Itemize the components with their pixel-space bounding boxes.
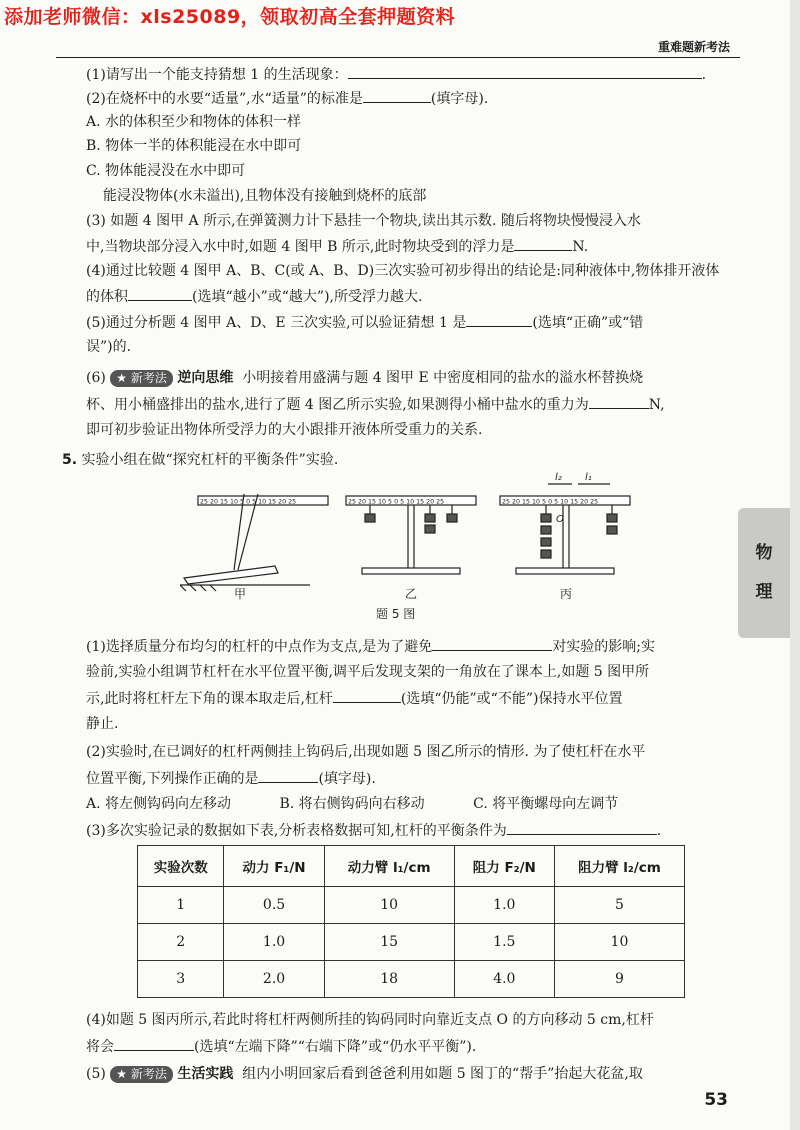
q4-p6-title: 逆向思维	[177, 370, 234, 386]
table-cell: 5	[554, 887, 684, 924]
table-row	[138, 924, 685, 961]
q4-part6-line2: 杯、用小桶盛排出的盐水,进行了题 4 图乙所示实验,如果测得小桶中盐水的重力为 N,	[86, 394, 665, 415]
q4-part4-line2: 的体积 (选填“越小”或“越大”),所受浮力越大.	[86, 286, 422, 307]
new-exam-tag: ★ 新考法	[110, 370, 173, 387]
q5-option-c: C. 将平衡螺母向左调节	[473, 796, 619, 812]
answer-blank[interactable]	[507, 820, 657, 835]
watermark-text: 添加老师微信：xls25089，领取初高全套押题资料	[4, 6, 456, 28]
column-header: 动力臂 l₁/cm	[324, 846, 454, 887]
q5-part4-line2: 将会 (选填“左端下降”“右端下降”或“仍水平平衡”).	[86, 1036, 476, 1057]
side-tab-char-2: 理	[755, 582, 773, 602]
q5-part4-line1: (4)如题 5 图丙所示,若此时将杠杆两侧所挂的钩码同时向靠近支点 O 的方向移动 5 cm,杠杆	[86, 1012, 654, 1028]
q5-part2-line2: 位置平衡,下列操作正确的是 (填字母).	[86, 768, 376, 789]
table-row	[138, 887, 685, 924]
scale-text: 25 20 15 10 5 0 5 10 15 20 25	[348, 498, 445, 506]
column-header: 阻力 F₂/N	[454, 846, 554, 887]
diagram-bing	[500, 472, 630, 574]
table-cell: 1	[138, 887, 224, 924]
q5-number: 5.	[62, 452, 78, 468]
q5-part1-line2: 验前,实验小组调节杠杆在水平位置平衡,调平后发现支架的一角放在了课本上,如题 5 图甲所	[86, 664, 650, 680]
q5-part3: (3)多次实验记录的数据如下表,分析表格数据可知,杠杆的平衡条件为 .	[86, 820, 661, 841]
diagram-jia	[180, 494, 328, 591]
lever-data-table	[137, 845, 685, 998]
figure-caption: 题 5 图	[376, 607, 416, 621]
column-header: 动力 F₁/N	[224, 846, 324, 887]
answer-blank[interactable]	[333, 688, 401, 703]
label-yi: 乙	[405, 587, 418, 601]
new-exam-tag: ★ 新考法	[110, 1066, 173, 1083]
q4-option-c: C. 物体能浸没在水中即可	[86, 163, 246, 179]
scale-text: 25 20 15 10 5 0 5 10 15 20 25	[200, 498, 297, 506]
answer-blank[interactable]	[114, 1036, 194, 1051]
label-bing: 丙	[560, 587, 573, 601]
l1-label: l₁	[585, 472, 592, 483]
label-jia: 甲	[234, 587, 247, 601]
table-cell: 1.5	[454, 924, 554, 961]
q5-stem: 5. 实验小组在做“探究杠杆的平衡条件”实验.	[62, 452, 339, 468]
table-cell: 10	[324, 887, 454, 924]
q4-part6-line1: (6) ★ 新考法 逆向思维 小明接着用盛满与题 4 图甲 E 中密度相同的盐水的溢水杯替换烧	[86, 370, 644, 386]
table-cell: 9	[554, 961, 684, 998]
q4-part2: (2)在烧杯中的水要“适量”,水“适量”的标准是 (填字母).	[86, 88, 488, 109]
q5-option-a: A. 将左侧钩码向左移动	[86, 796, 232, 812]
q4-option-d: 能浸没物体(水未溢出),且物体没有接触到烧杯的底部	[103, 188, 427, 204]
answer-blank[interactable]	[258, 768, 318, 783]
answer-blank[interactable]	[589, 394, 649, 409]
q4-option-a: A. 水的体积至少和物体的体积一样	[86, 114, 302, 130]
answer-blank[interactable]	[514, 236, 572, 251]
table-row	[138, 961, 685, 998]
q5-part2-line1: (2)实验时,在已调好的杠杆两侧挂上钩码后,出现如题 5 图乙所示的情形. 为了使杠杆在水平	[86, 744, 646, 760]
q5-option-b: B. 将右侧钩码向右移动	[279, 796, 425, 812]
page-edge	[790, 0, 800, 1130]
table-cell: 0.5	[224, 887, 324, 924]
table-cell: 1.0	[454, 887, 554, 924]
answer-blank[interactable]	[432, 636, 552, 651]
side-tab-char-1: 物	[755, 543, 773, 563]
q5-p5-title: 生活实践	[177, 1066, 234, 1082]
q4-part3-line2: 中,当物块部分浸入水中时,如题 4 图甲 B 所示,此时物块受到的浮力是 N.	[86, 236, 588, 257]
table-cell: 2	[138, 924, 224, 961]
q4-option-b: B. 物体一半的体积能浸在水中即可	[86, 138, 302, 154]
table-header-row	[138, 846, 685, 887]
scale-text: 25 20 15 10 5 0 5 10 15 20 25	[502, 498, 599, 506]
table-cell: 4.0	[454, 961, 554, 998]
pivot-o-label: O	[556, 514, 564, 525]
answer-blank[interactable]	[128, 286, 192, 301]
answer-blank[interactable]	[466, 312, 532, 327]
header-rule	[56, 57, 740, 58]
table-cell: 18	[324, 961, 454, 998]
q4-part3-line1: (3) 如题 4 图甲 A 所示,在弹簧测力计下悬挂一个物块,读出其示数. 随后将物块慢慢浸入水	[86, 213, 641, 229]
answer-blank[interactable]	[348, 64, 702, 79]
table-cell: 2.0	[224, 961, 324, 998]
answer-blank[interactable]	[363, 88, 431, 103]
subject-side-tab	[738, 508, 790, 638]
page-number: 53	[704, 1090, 728, 1110]
l2-label: l₂	[555, 472, 562, 483]
q4-part5-line1: (5)通过分析题 4 图甲 A、D、E 三次实验,可以验证猜想 1 是 (选填“正确”或“错	[86, 312, 643, 333]
q5-part5-line1: (5) ★ 新考法 生活实践 组内小明回家后看到爸爸利用如题 5 图丁的“帮手”抬起大花盆,取	[86, 1066, 643, 1082]
q4-part6-line3: 即可初步验证出物体所受浮力的大小跟排开液体所受重力的关系.	[86, 422, 483, 438]
column-header: 阻力臂 l₂/cm	[554, 846, 684, 887]
diagram-yi	[346, 496, 476, 574]
column-header: 实验次数	[138, 846, 224, 887]
running-header: 重难题新考法	[657, 40, 730, 54]
q4-part5-line2: 误”)的.	[86, 339, 132, 355]
q4-part4-line1: (4)通过比较题 4 图甲 A、B、C(或 A、B、D)三次实验可初步得出的结论是:同种液体中,物体排开液体	[86, 263, 720, 279]
q5-part1-line3: 示,此时将杠杆左下角的课本取走后,杠杆 (选填“仍能”或“不能”)保持水平位置	[86, 688, 622, 709]
table-cell: 15	[324, 924, 454, 961]
table-cell: 1.0	[224, 924, 324, 961]
q4-part1: (1)请写出一个能支持猜想 1 的生活现象： .	[86, 64, 706, 85]
q5-part1-line1: (1)选择质量分布均匀的杠杆的中点作为支点,是为了避免 对实验的影响;实	[86, 636, 655, 657]
table-cell: 3	[138, 961, 224, 998]
figure-5-lever-diagrams	[180, 470, 640, 622]
q5-options	[86, 794, 618, 814]
table-cell: 10	[554, 924, 684, 961]
q5-part1-line4: 静止.	[86, 716, 119, 732]
